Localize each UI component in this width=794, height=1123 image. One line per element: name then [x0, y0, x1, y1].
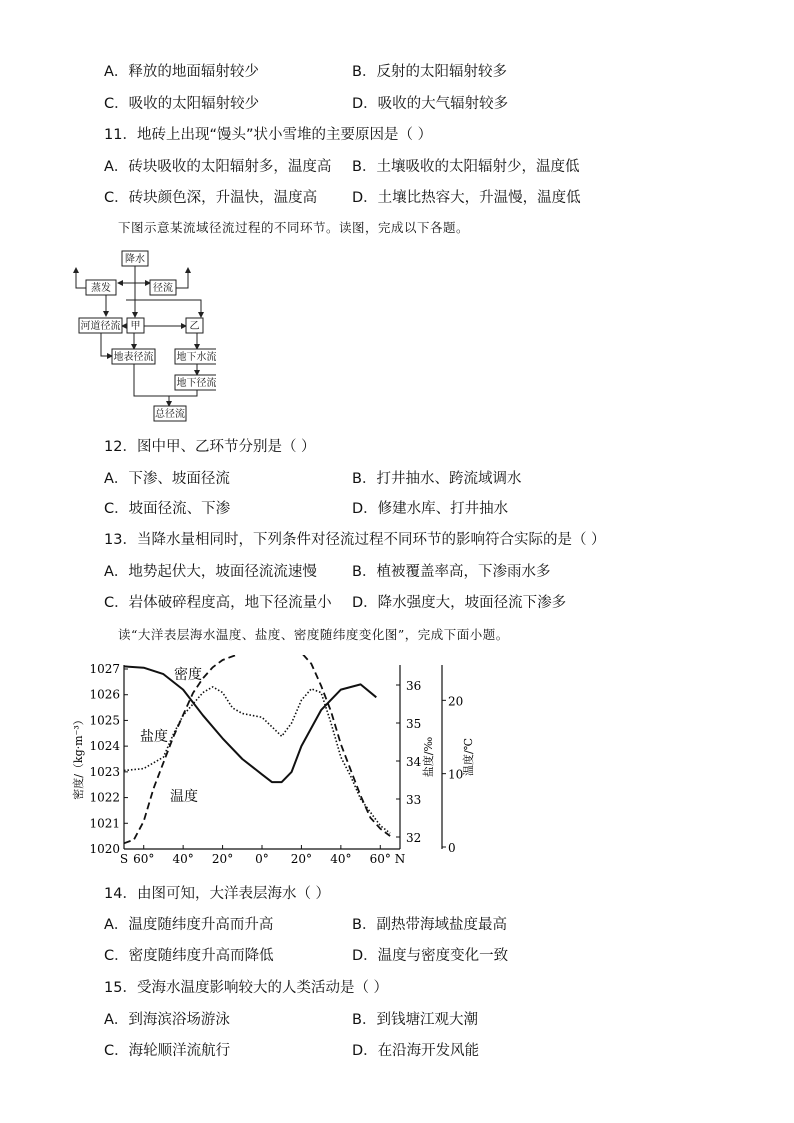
- density-tick-label: 1027: [89, 662, 120, 676]
- q13-option-c[interactable]: C．岩体破碎程度高，地下径流量小: [104, 595, 332, 611]
- node-surface-label: 地表径流: [113, 352, 154, 363]
- node-precip-label: 降水: [125, 254, 145, 265]
- q10-option-a[interactable]: A．释放的地面辐射较少: [104, 64, 259, 80]
- q12-option-a[interactable]: A．下渗、坡面径流: [104, 471, 230, 487]
- density-tick-label: 1026: [89, 687, 120, 702]
- q13-stem: 13．当降水量相同时，下列条件对径流过程不同环节的影响符合实际的是（ ）: [104, 532, 606, 548]
- x-tick-label: S: [119, 852, 129, 866]
- density-tick-label: 1020: [89, 842, 120, 856]
- q15-option-a[interactable]: A．到海滨浴场游泳: [104, 1012, 230, 1028]
- series-salinity: [124, 687, 390, 833]
- node-total-label: 总径流: [155, 409, 185, 420]
- node-jia-label: 甲: [130, 321, 141, 332]
- q10-option-d[interactable]: D．吸收的大气辐射较多: [352, 96, 509, 112]
- x-tick-label: 0°: [255, 852, 269, 866]
- x-tick-label: 20°: [211, 852, 234, 866]
- q13-option-a[interactable]: A．地势起伏大，坡面径流流速慢: [104, 564, 317, 580]
- density-tick-label: 1025: [89, 713, 120, 728]
- q10-option-c[interactable]: C．吸收的太阳辐射较少: [104, 96, 260, 112]
- density-tick-label: 1023: [89, 764, 120, 779]
- node-river-label: 河道径流: [80, 321, 121, 332]
- ocean-surface-chart: [70, 655, 490, 873]
- q12-option-c[interactable]: C．坡面径流、下渗: [104, 501, 231, 517]
- node-runoff-label: 径流: [153, 283, 173, 294]
- density-tick-label: 1024: [89, 739, 120, 754]
- salinity-axis-title: 盐度/‰: [422, 736, 435, 778]
- q12-option-b[interactable]: B．打井抽水、跨流域调水: [352, 471, 522, 487]
- node-yi-label: 乙: [189, 321, 200, 332]
- q12-option-d[interactable]: D．修建水库、打井抽水: [352, 501, 509, 517]
- node-groundwater-label: 地下水流: [176, 352, 216, 363]
- node-evap-label: 蒸发: [91, 283, 111, 294]
- temperature-tick-label: 20: [448, 694, 464, 709]
- q14-option-c[interactable]: C．密度随纬度升高而降低: [104, 948, 274, 964]
- salinity-tick-label: 36: [406, 679, 422, 693]
- temperature-tick-label: 10: [448, 767, 464, 782]
- x-tick-label: 60°: [369, 852, 391, 866]
- temperature-tick-label: 0: [448, 841, 456, 855]
- q11-option-b[interactable]: B．土壤吸收的太阳辐射少，温度低: [352, 159, 580, 175]
- temperature-axis-title: 温度/℃: [462, 737, 475, 777]
- chart-intro: 读“大洋表层海水温度、盐度、密度随纬度变化图”，完成下面小题。: [118, 627, 509, 642]
- q11-stem: 11．地砖上出现“馒头”状小雪堆的主要原因是（ ）: [104, 127, 433, 143]
- flow-intro: 下图示意某流域径流过程的不同环节。读图，完成以下各题。: [118, 220, 470, 235]
- x-tick-label: 40°: [330, 852, 352, 866]
- x-tick-label: N: [394, 852, 406, 866]
- series-label-temp: 温度: [170, 789, 198, 805]
- q15-stem: 15．受海水温度影响较大的人类活动是（ ）: [104, 980, 389, 996]
- x-tick-label: 40°: [172, 852, 194, 866]
- salinity-tick-label: 34: [406, 755, 422, 769]
- q15-option-c[interactable]: C．海轮顺洋流航行: [104, 1043, 231, 1059]
- q11-option-c[interactable]: C．砖块颜色深，升温快，温度高: [104, 190, 318, 206]
- q15-option-b[interactable]: B．到钱塘江观大潮: [352, 1012, 478, 1028]
- q14-option-b[interactable]: B．副热带海域盐度最高: [352, 917, 507, 933]
- q12-stem: 12．图中甲、乙环节分别是（ ）: [104, 439, 316, 455]
- q10-option-b[interactable]: B．反射的太阳辐射较多: [352, 64, 507, 80]
- q11-option-a[interactable]: A．砖块吸收的太阳辐射多，温度高: [104, 159, 332, 175]
- x-tick-label: 20°: [290, 852, 313, 866]
- density-tick-label: 1021: [89, 816, 120, 831]
- q13-option-b[interactable]: B．植被覆盖率高，下渗雨水多: [352, 564, 551, 580]
- series-label-density: 密度: [174, 667, 202, 683]
- density-axis-title: 密度/（kg·m⁻³）: [72, 714, 85, 800]
- q13-option-d[interactable]: D．降水强度大，坡面径流下渗多: [352, 595, 567, 611]
- x-tick-label: 60°: [133, 852, 155, 866]
- series-label-salinity: 盐度: [140, 729, 168, 745]
- q14-stem: 14．由图可知，大洋表层海水（ ）: [104, 886, 331, 902]
- salinity-tick-label: 33: [406, 793, 422, 807]
- q14-option-d[interactable]: D．温度与密度变化一致: [352, 948, 509, 964]
- q14-option-a[interactable]: A．温度随纬度升高而升高: [104, 917, 274, 933]
- series-temp: [124, 655, 390, 843]
- density-tick-label: 1022: [89, 790, 120, 805]
- q11-option-d[interactable]: D．土壤比热容大，升温慢，温度低: [352, 190, 581, 206]
- salinity-tick-label: 35: [406, 717, 422, 731]
- salinity-tick-label: 32: [406, 831, 422, 845]
- node-underground-label: 地下径流: [176, 378, 216, 389]
- runoff-flow-diagram: [66, 246, 216, 428]
- q15-option-d[interactable]: D．在沿海开发风能: [352, 1043, 480, 1059]
